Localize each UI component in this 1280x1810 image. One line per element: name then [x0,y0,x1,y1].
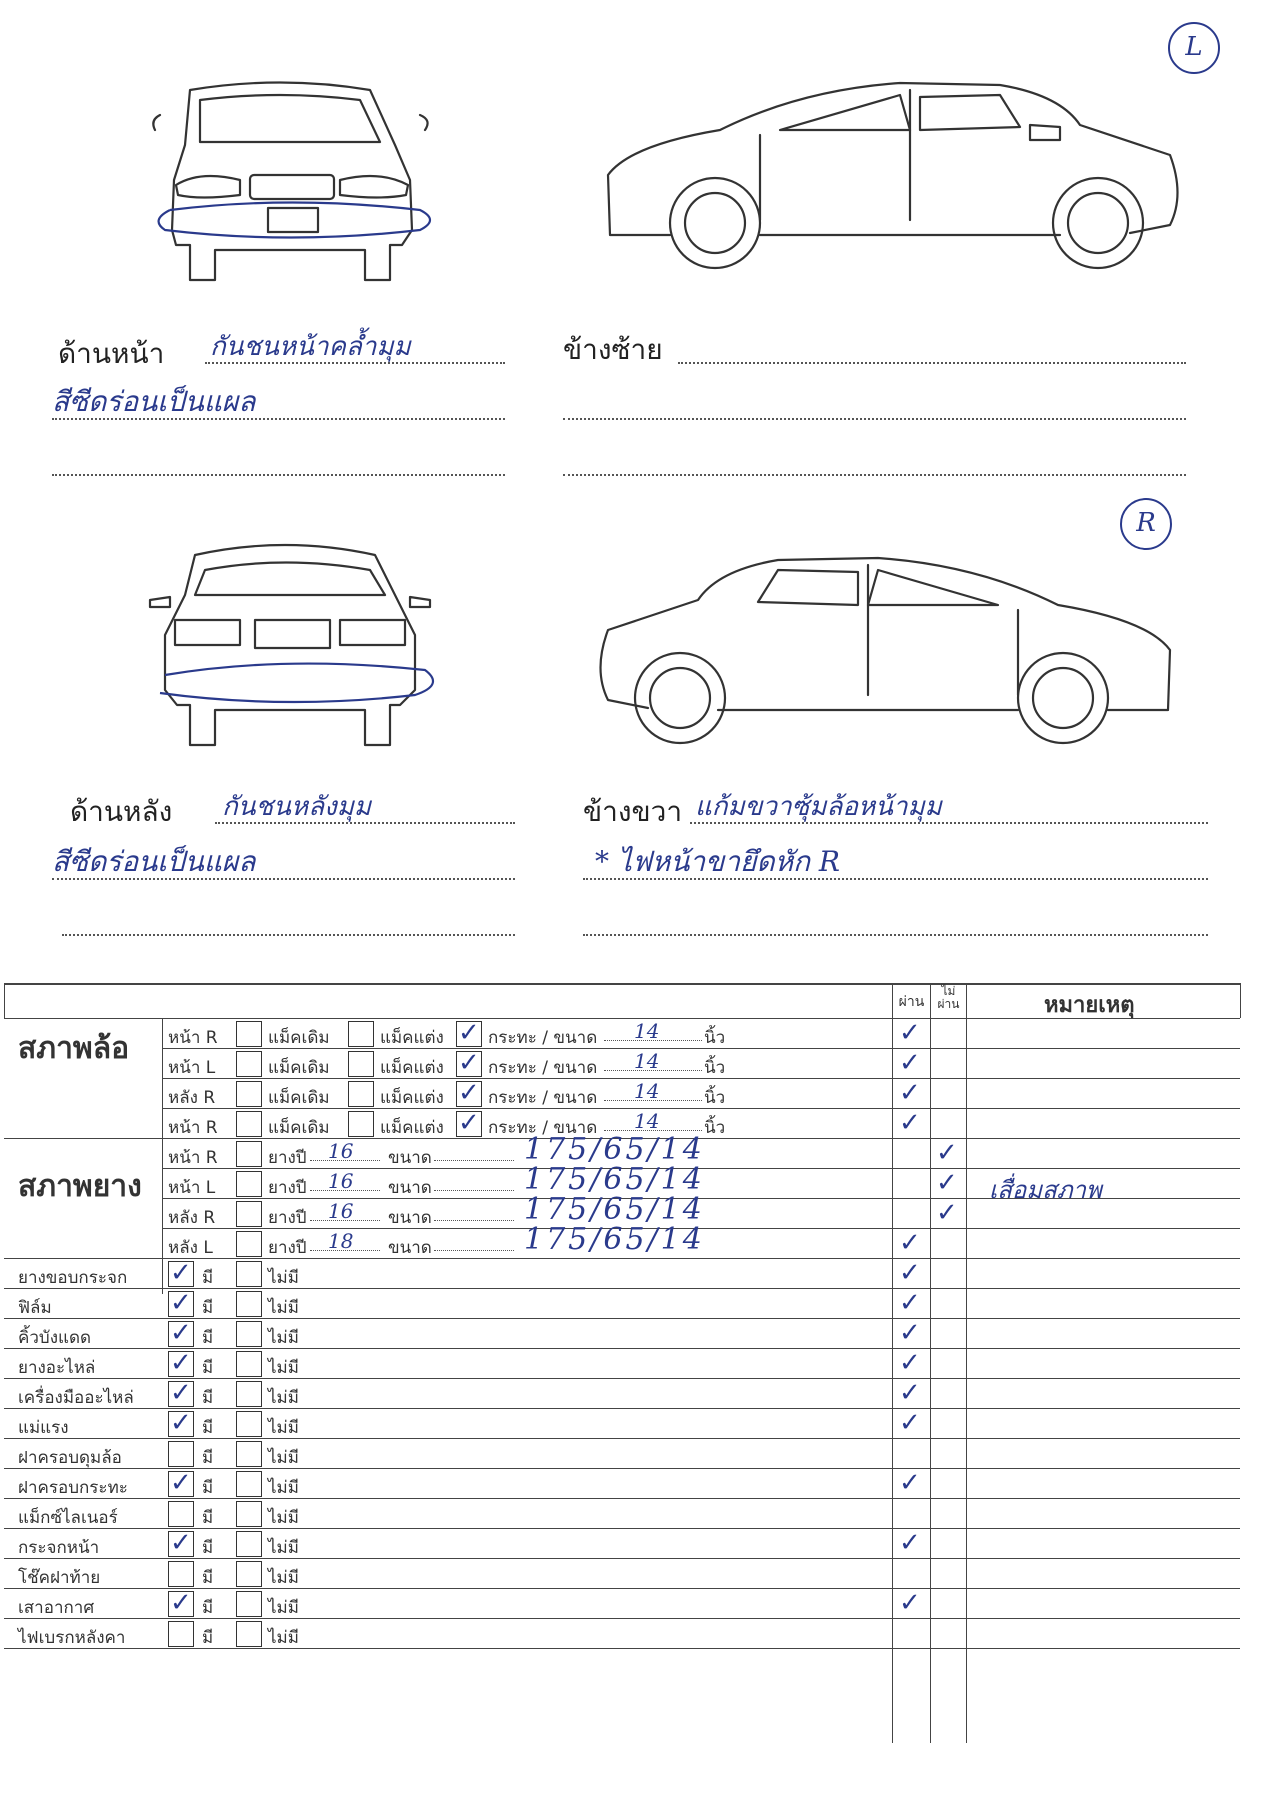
has-label: มี [202,1298,214,1318]
item-pass-mark: ✓ [899,1288,921,1318]
none-label: ไม่มี [268,1328,299,1348]
right-note-1: แก้มขวาซุ้มล้อหน้ามุม [695,792,942,822]
row-line [4,1618,1240,1619]
item-pass-mark: ✓ [899,1318,921,1348]
opt-original-label: แม็คเดิม [268,1028,330,1048]
has-check-mark: ✓ [170,1528,192,1558]
none-label: ไม่มี [268,1268,299,1288]
has-label: มี [202,1388,214,1408]
rear-label: ด้านหลัง [70,795,173,828]
tire-size-value: 175/65/14 [524,1162,705,1197]
has-check-mark: ✓ [170,1378,192,1408]
item-name: ยางอะไหล่ [18,1358,96,1378]
tire-year-value: 16 [328,1199,354,1223]
checkbox-mag-custom[interactable] [348,1081,374,1107]
tire-size-label: ขนาด [388,1238,432,1258]
tire-position: หน้า L [168,1178,216,1198]
checkbox-tire[interactable] [236,1231,262,1257]
checkbox-none[interactable] [236,1411,262,1437]
tire-position: หน้า R [168,1148,218,1168]
wheel-position: หน้า R [168,1028,218,1048]
opt-custom-label: แม็คแต่ง [380,1088,444,1108]
none-label: ไม่มี [268,1538,299,1558]
checkbox-none[interactable] [236,1531,262,1557]
wheel-size-value: 14 [634,1019,660,1043]
opt-original-label: แม็คเดิม [268,1058,330,1078]
item-name: แม็กซ์ไลเนอร์ [18,1508,118,1528]
tsize-dots [434,1160,514,1161]
wheel-position: หน้า L [168,1058,216,1078]
header-remark: หมายเหตุ [1044,993,1135,1018]
has-check-mark: ✓ [170,1408,192,1438]
item-name: ไฟเบรกหลังคา [18,1628,126,1648]
front-line-3 [52,474,505,476]
none-label: ไม่มี [268,1508,299,1528]
wheel-section-title: สภาพล้อ [18,1031,130,1066]
row-line [4,1558,1240,1559]
checkbox-mag-original[interactable] [236,1051,262,1077]
checkbox-none[interactable] [236,1381,262,1407]
opt-original-label: แม็คเดิม [268,1118,330,1138]
has-check-mark: ✓ [170,1288,192,1318]
checkbox-has[interactable] [168,1441,194,1467]
checkbox-none[interactable] [236,1561,262,1587]
item-pass-mark: ✓ [899,1468,921,1498]
left-label: ข้างซ้าย [563,333,663,366]
tire-size-value: 175/65/14 [524,1132,705,1167]
none-label: ไม่มี [268,1358,299,1378]
item-name: เสาอากาศ [18,1598,95,1618]
opt-hub-label: กระทะ / ขนาด [488,1028,598,1048]
tire-position: หลัง L [168,1238,213,1258]
has-label: มี [202,1478,214,1498]
checkbox-mag-custom[interactable] [348,1021,374,1047]
tire-size-label: ขนาด [388,1148,432,1168]
hub-check-mark: ✓ [458,1108,480,1138]
none-label: ไม่มี [268,1418,299,1438]
checkbox-tire[interactable] [236,1171,262,1197]
tire-year-label: ยางปี [268,1178,307,1198]
opt-custom-label: แม็คแต่ง [380,1058,444,1078]
has-label: มี [202,1598,214,1618]
checkbox-has[interactable] [168,1501,194,1527]
none-label: ไม่มี [268,1388,299,1408]
wheel-position: หน้า R [168,1118,218,1138]
checkbox-tire[interactable] [236,1201,262,1227]
tire-fail-mark: ✓ [936,1198,958,1228]
opt-hub-label: กระทะ / ขนาด [488,1058,598,1078]
wheel-pass-mark: ✓ [899,1048,921,1078]
has-label: มี [202,1568,214,1588]
has-check-mark: ✓ [170,1258,192,1288]
checkbox-none[interactable] [236,1621,262,1647]
opt-hub-label: กระทะ / ขนาด [488,1118,598,1138]
checkbox-none[interactable] [236,1261,262,1287]
tire-fail-mark: ✓ [936,1138,958,1168]
row-line [4,1498,1240,1499]
item-name: ฝาครอบกระทะ [18,1478,128,1498]
header-pass: ผ่าน [898,994,925,1010]
left-line-2 [563,418,1186,420]
has-check-mark: ✓ [170,1588,192,1618]
left-line-3 [563,474,1186,476]
has-label: มี [202,1538,214,1558]
has-label: มี [202,1448,214,1468]
checkbox-mag-original[interactable] [236,1111,262,1137]
hub-check-mark: ✓ [458,1048,480,1078]
item-pass-mark: ✓ [899,1378,921,1408]
tire-year-value: 16 [328,1169,354,1193]
rear-note-1: กันชนหลังมุม [222,792,371,822]
item-name: กระจกหน้า [18,1538,100,1558]
opt-custom-label: แม็คแต่ง [380,1118,444,1138]
car-rear-drawing [145,535,435,750]
has-label: มี [202,1358,214,1378]
tire-year-label: ยางปี [268,1238,307,1258]
none-label: ไม่มี [268,1568,299,1588]
has-label: มี [202,1628,214,1648]
tsize-dots [434,1250,514,1251]
has-label: มี [202,1328,214,1348]
has-check-mark: ✓ [170,1318,192,1348]
item-name: ฟิล์ม [18,1298,52,1318]
front-note-2: สีซีดร่อนเป็นแผล [52,385,256,418]
item-name: เครื่องมืออะไหล่ [18,1388,134,1408]
wheel-position: หลัง R [168,1088,216,1108]
checkbox-has[interactable] [168,1561,194,1587]
checkbox-tire[interactable] [236,1141,262,1167]
tsize-dots [434,1220,514,1221]
wheel-size-value: 14 [634,1079,660,1103]
inspection-table [4,983,1240,1743]
tire-fail-mark: ✓ [936,1168,958,1198]
unit-label: นิ้ว [704,1118,726,1138]
front-note-1: กันชนหน้าคล้ำมุม [210,332,411,362]
none-label: ไม่มี [268,1598,299,1618]
row-line [4,1648,1240,1649]
item-name: ยางขอบกระจก [18,1268,128,1288]
car-front-drawing [140,70,440,285]
none-label: ไม่มี [268,1298,299,1318]
right-line-3 [583,934,1208,936]
car-right-drawing [598,550,1178,750]
has-label: มี [202,1268,214,1288]
tire-year-label: ยางปี [268,1208,307,1228]
item-pass-mark: ✓ [899,1408,921,1438]
corner-mark-l: L [1168,22,1220,74]
checkbox-none[interactable] [236,1591,262,1617]
item-pass-mark: ✓ [899,1588,921,1618]
right-label: ข้างขวา [583,795,683,828]
item-pass-mark: ✓ [899,1258,921,1288]
tsize-dots [434,1190,514,1191]
none-label: ไม่มี [268,1628,299,1648]
rear-note-2: สีซีดร่อนเป็นแผล [52,845,256,878]
tire-section-title: สภาพยาง [18,1169,142,1204]
tire-size-label: ขนาด [388,1178,432,1198]
checkbox-none[interactable] [236,1501,262,1527]
row-line [4,1438,1240,1439]
rear-line-3 [62,934,515,936]
wheel-size-value: 14 [634,1049,660,1073]
item-name: ฝาครอบดุมล้อ [18,1448,122,1468]
unit-label: นิ้ว [704,1088,726,1108]
has-label: มี [202,1418,214,1438]
opt-custom-label: แม็คแต่ง [380,1028,444,1048]
tire-year-label: ยางปี [268,1148,307,1168]
checkbox-mag-custom[interactable] [348,1111,374,1137]
has-check-mark: ✓ [170,1348,192,1378]
none-label: ไม่มี [268,1478,299,1498]
tire-position: หลัง R [168,1208,216,1228]
item-name: โช๊คฝาท้าย [18,1568,101,1588]
hub-check-mark: ✓ [458,1018,480,1048]
checkbox-mag-custom[interactable] [348,1051,374,1077]
checkbox-none[interactable] [236,1351,262,1377]
tire-year-value: 16 [328,1139,354,1163]
checkbox-mag-original[interactable] [236,1081,262,1107]
tire-pass-mark: ✓ [899,1228,921,1258]
checkbox-none[interactable] [236,1291,262,1317]
opt-original-label: แม็คเดิม [268,1088,330,1108]
checkbox-none[interactable] [236,1441,262,1467]
right-note-2: * ไฟหน้าขายึดหัก R [595,845,840,878]
has-label: มี [202,1508,214,1528]
front-label: ด้านหน้า [58,337,165,370]
has-check-mark: ✓ [170,1468,192,1498]
wheel-pass-mark: ✓ [899,1018,921,1048]
opt-hub-label: กระทะ / ขนาด [488,1088,598,1108]
item-name: แม่แรง [18,1418,69,1438]
hub-check-mark: ✓ [458,1078,480,1108]
item-pass-mark: ✓ [899,1348,921,1378]
car-left-drawing [600,75,1180,275]
checkbox-mag-original[interactable] [236,1021,262,1047]
header-fail: ไม่ผ่าน [937,984,960,1011]
tire-year-value: 18 [328,1229,354,1253]
wheel-pass-mark: ✓ [899,1078,921,1108]
wheel-size-value: 14 [634,1109,660,1133]
tire-size-label: ขนาด [388,1208,432,1228]
unit-label: นิ้ว [704,1028,726,1048]
item-name: คิ้วบังแดด [18,1328,92,1348]
checkbox-none[interactable] [236,1321,262,1347]
tire-remark: เสื่อมสภาพ [989,1176,1102,1204]
checkbox-none[interactable] [236,1471,262,1497]
tire-size-value: 175/65/14 [524,1192,705,1227]
corner-mark-r: R [1120,498,1172,550]
left-line-1 [678,362,1186,364]
tire-size-value: 175/65/14 [524,1222,705,1257]
checkbox-has[interactable] [168,1621,194,1647]
wheel-pass-mark: ✓ [899,1108,921,1138]
unit-label: นิ้ว [704,1058,726,1078]
item-pass-mark: ✓ [899,1528,921,1558]
none-label: ไม่มี [268,1448,299,1468]
